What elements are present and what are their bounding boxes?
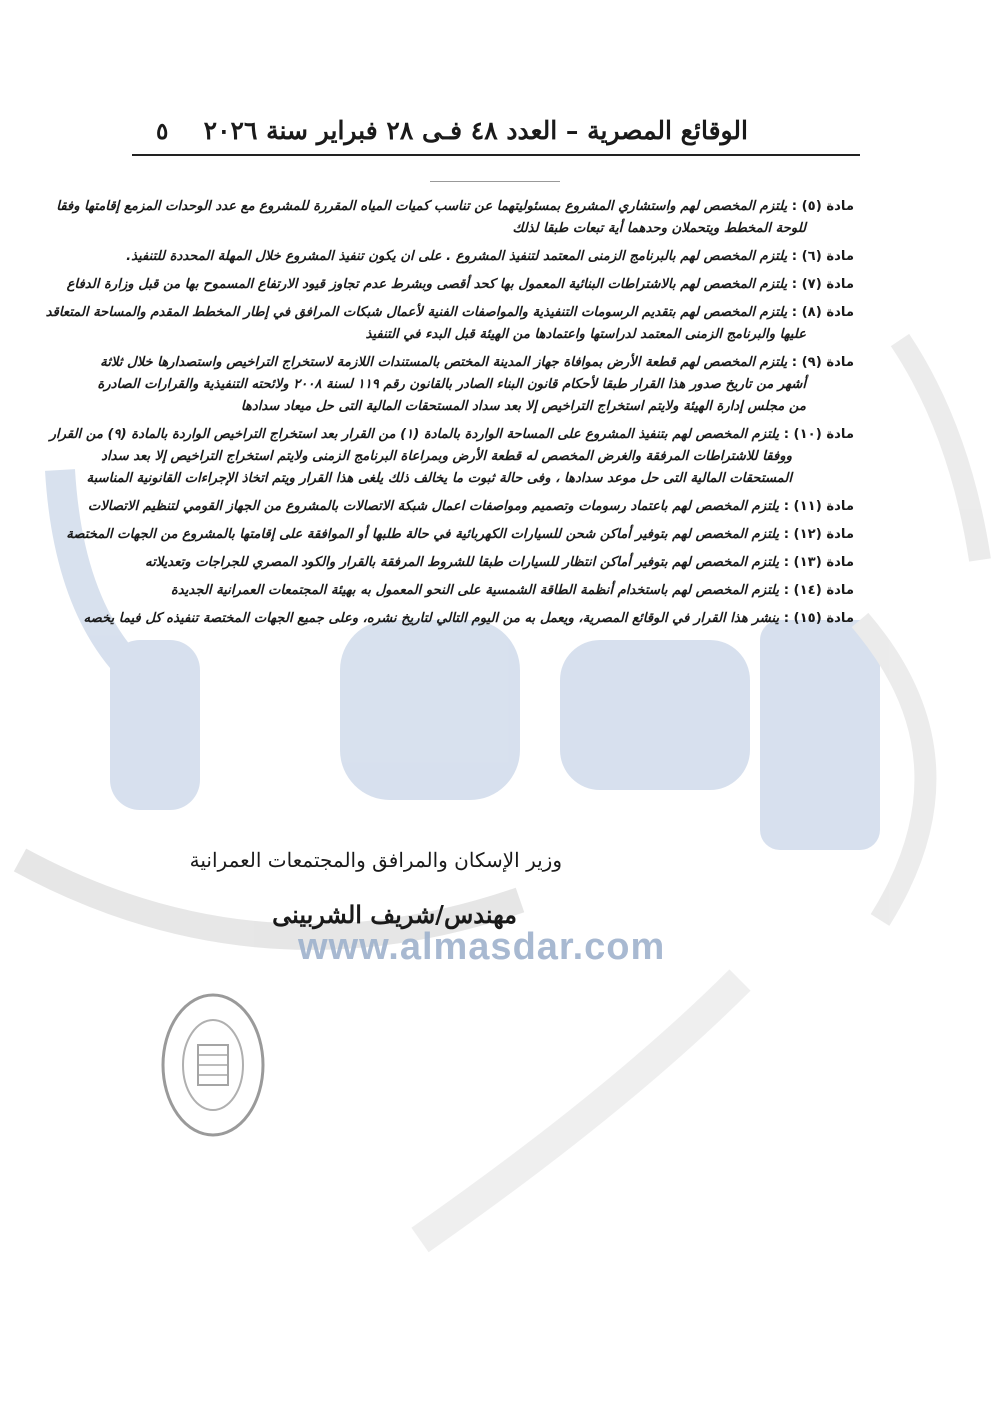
article-line: أشهر من تاريخ صدور هذا القرار طبقا لأحكام قانون البناء الصادر بالقانون رقم ١١٩ لسنة ٢٠٠٨ ولائحته التنفيذية والقرارات الصادرة (97, 377, 806, 392)
article-line: مادة (٩) : يلتزم المخصص لهم قطعة الأرض بموافاة جهاز المدينة المختص بالمستندات اللازمة لاستخراج التراخيص واستصدارها خلال ثلاثة (100, 355, 854, 370)
article-7 (66, 274, 854, 296)
article-line: مادة (١٠) : يلتزم المخصص لهم بتنفيذ المشروع على المساحة الواردة بالمادة (١) من القرار بعد استخراج التراخيص الواردة بالمادة (٩) من القرار (49, 427, 854, 442)
article-9 (97, 352, 854, 418)
article-line: ووفقا للاشتراطات المرفقة والغرض المخصص له قطعة الأرض وبمراعاة البرنامج الزمنى ولايتم استخراج التراخيص إلا بعد سداد (101, 449, 792, 464)
article-label: مادة (١٥) : (783, 611, 854, 626)
article-label: مادة (٨) : (791, 305, 854, 320)
minister-name: مهندس/شريف الشربينى (272, 900, 517, 929)
article-label: مادة (١١) : (783, 499, 854, 514)
page-header (130, 112, 860, 156)
article-label: مادة (٩) : (791, 355, 854, 370)
article-13 (126, 552, 854, 574)
article-label: مادة (١٤) : (783, 583, 854, 598)
article-6 (126, 246, 854, 268)
article-label: مادة (١٣) : (783, 555, 854, 570)
article-12 (66, 524, 854, 546)
article-line: مادة (٨) : يلتزم المخصص لهم بتقديم الرسومات التنفيذية والمواصفات الفنية لأعمال شبكات المرافق في إطار المخطط المقدم والمساحة المتعاقد (45, 305, 854, 320)
article-line: مادة (١٤) : يلتزم المخصص لهم باستخدام أنظمة الطاقة الشمسية على النحو المعمول به بهيئة المجتمعات العمرانية الجديدة (170, 583, 854, 598)
page-number: ٥ (156, 118, 169, 145)
articles-list (45, 196, 854, 636)
article-line: مادة (١٥) : ينشر هذا القرار في الوقائع المصرية، ويعمل به من اليوم التالي لتاريخ نشره، وعلى جميع الجهات المختصة تنفيذه كل فيما يخصه (83, 611, 854, 626)
article-line: مادة (٦) : يلتزم المخصص لهم بالبرنامج الزمنى المعتمد لتنفيذ المشروع . على ان يكون تنفيذ المشروع خلال المهلة المحددة للتنفيذ. (126, 249, 854, 264)
article-label: مادة (٧) : (791, 277, 854, 292)
header-subrule (430, 181, 560, 182)
article-label: مادة (١٢) : (783, 527, 854, 542)
minister-title: وزير الإسكان والمرافق والمجتمعات العمرانية (189, 848, 562, 872)
article-line: من مجلس إدارة الهيئة ولايتم استخراج التراخيص إلا بعد سداد المستحقات المالية التى حل ميعاد سدادها (240, 399, 806, 414)
article-14 (126, 580, 854, 602)
article-line: مادة (٥) : يلتزم المخصص لهم واستشاري المشروع بمسئوليتهما عن تناسب كميات المياه المقررة للمشروع مع عدد الوحدات المزمع إقامتها وفقا (56, 199, 854, 214)
watermark-url: www.almasdar.com (298, 926, 666, 968)
article-line: مادة (٧) : يلتزم المخصص لهم بالاشتراطات البنائية المعمول بها كحد أقصى وبشرط عدم تجاوز قيود الارتفاع المسموح بها من قبل وزارة الدفاع (66, 277, 854, 292)
article-label: مادة (٥) : (791, 199, 854, 214)
article-11 (87, 496, 854, 518)
gazette-title: الوقائع المصرية – العدد ٤٨ فـى ٢٨ فبراير سنة ٢٠٢٦ (203, 116, 748, 145)
article-line: مادة (١١) : يلتزم المخصص لهم باعتماد رسومات وتصميم ومواصفات اعمال شبكة الاتصالات بالمشروع من الجهاز القومي لتنظيم الاتصالات (87, 499, 854, 514)
article-line: عليها والبرنامج الزمنى المعتمد لدراستها واعتمادها من الهيئة قبل البدء في التنفيذ (365, 327, 806, 342)
article-15 (83, 608, 854, 630)
article-5 (56, 196, 854, 240)
article-line: للوحة المخطط ويتحملان وحدهما أية تبعات طبقا لذلك (512, 221, 806, 236)
article-8 (45, 302, 854, 346)
article-label: مادة (١٠) : (783, 427, 854, 442)
article-line: المستحقات المالية التى حل موعد سدادها ، وفى حالة ثبوت ما يخالف ذلك يلغى هذا القرار ويتم اتخاذ الإجراءات القانونية المناسبة (86, 471, 792, 486)
article-10 (49, 424, 854, 490)
article-line: مادة (١٣) : يلتزم المخصص لهم بتوفير أماكن انتظار للسيارات طبقا للشروط المرفقة بالقرار والكود المصري للجراجات وتعديلاته (145, 555, 854, 570)
ministry-seal-stamp (158, 990, 268, 1140)
article-label: مادة (٦) : (791, 249, 854, 264)
header-rule (132, 154, 860, 156)
article-line: مادة (١٢) : يلتزم المخصص لهم بتوفير أماكن شحن للسيارات الكهربائية في حالة طلبها أو الموافقة على إقامتها بالمشروع من الجهات المختصة (66, 527, 854, 542)
